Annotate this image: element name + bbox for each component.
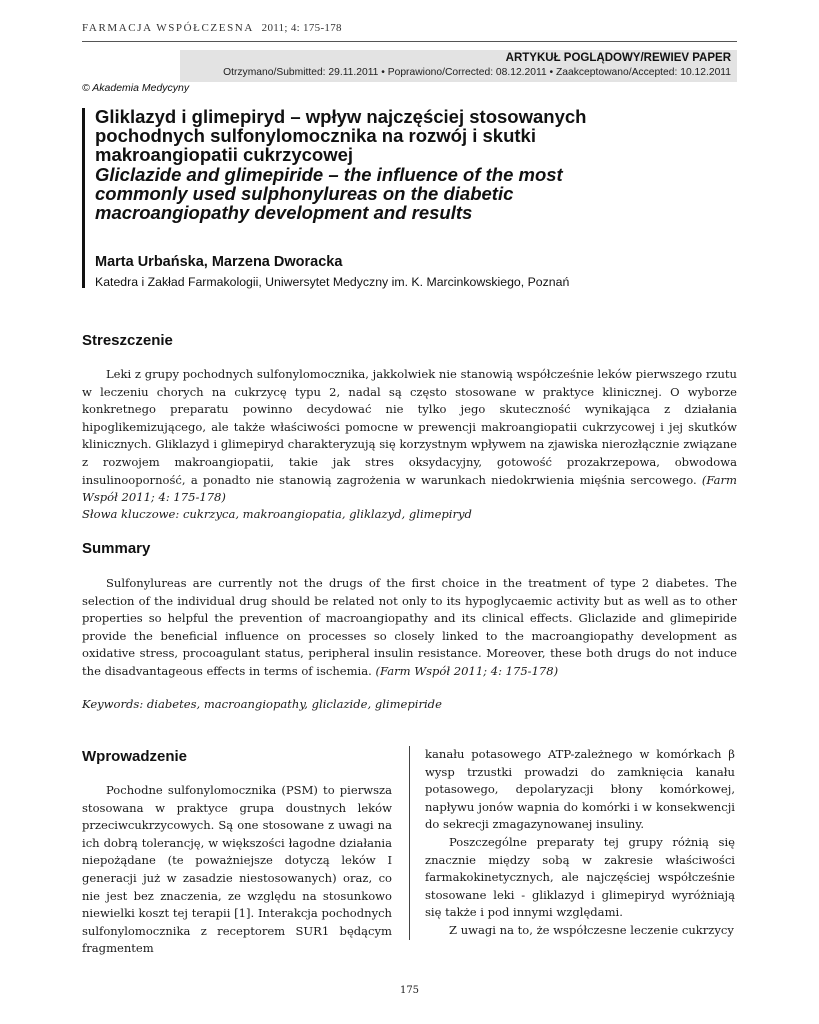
slowa-kluczowe: Słowa kluczowe: cukrzyca, makroangiopatia, gliklazyd, glimepiryd: [82, 507, 472, 521]
streszczenie-body: Leki z grupy pochodnych sulfonylomocznika, jakkolwiek nie stanowią współcześnie leków pierwszego rzutu w leczeniu chorych na cukrzycę typu 2, nadal są często stosowane w praktyce klinicznej. O wyborze konkretnego preparatu powinno decydować nie tylko jego skuteczność wynikająca z działania hipoglikemizującego, ale także właściwości pomocne w prewencji makroangiopatii cukrzycowej i jej skutków klinicznych. Gliklazyd i glimepiryd charakteryzują się korzystnym wpływem na zjawiska nierozłącznie związane z rozwojem makroangiopatii, takie jak stres oksydacyjny, gotowość prozakrzepowa, obwodowa insulinooporność, a ponadto nie stanowią zagrożenia w warunkach niedokrwienia mięśnia sercowego.: [82, 367, 737, 487]
intro-right-paragraph-2: Poszczególne preparaty tej grupy różnią się znacznie między sobą w zakresie właściwości farmakokinetycznych, ale najczęściej współcześnie stosowane leki - gliklazyd i glimepiryd wyróżniają się także i pod innymi względami.: [425, 835, 735, 920]
submission-dates: Otrzymano/Submitted: 29.11.2011 • Poprawiono/Corrected: 08.12.2011 • Zaakceptowano/Accepted: 10.12.2011: [223, 67, 731, 78]
intro-right-paragraph-3: Z uwagi na to, że współczesne leczenie cukrzycy: [449, 923, 734, 937]
affiliation: Katedra i Zakład Farmakologii, Uniwersytet Medyczny im. K. Marcinkowskiego, Poznań: [95, 275, 570, 289]
title-en-line: macroangiopathy development and results: [95, 202, 473, 223]
wprowadzenie-heading: Wprowadzenie: [82, 748, 188, 765]
title-pl-line: Gliklazyd i glimepiryd – wpływ najczęściej stosowanych: [95, 106, 587, 127]
title-pl-line: makroangiopatii cukrzycowej: [95, 144, 354, 165]
title-accent-bar: [82, 108, 85, 288]
authors: Marta Urbańska, Marzena Dworacka: [95, 254, 343, 270]
keywords: Keywords: diabetes, macroangiopathy, gliclazide, glimepiride: [82, 697, 442, 711]
intro-left-paragraph: Pochodne sulfonylomocznika (PSM) to pierwsza stosowana w praktyce grupa doustnych leków przeciwcukrzycowych. Są one stosowane z uwagi na ich dobrą tolerancję, w większości łagodne działania niepożądane (te poważniejsze dotyczą leków I generacji już w zasadzie niestosowanych) oraz, co nie jest bez znaczenia, ze względu na stosunkowo niewielki koszt tej terapii [1]. Interakcja pochodnych sulfonylomocznika z receptorem SUR1 będącym fragmentem: [82, 783, 392, 956]
journal-name: FARMACJA WSPÓŁCZESNA: [82, 22, 254, 34]
journal-header: [82, 22, 737, 34]
title-pl-line: pochodnych sulfonylomocznika na rozwój i skutki: [95, 125, 536, 146]
streszczenie-text: [82, 366, 737, 507]
journal-issue: 2011; 4: 175-178: [261, 22, 342, 34]
title-english: [95, 165, 735, 222]
summary-heading: Summary: [82, 540, 151, 557]
title-block: [95, 107, 735, 222]
summary-citation: (Farm Współ 2011; 4: 175-178): [375, 663, 559, 678]
title-en-line: commonly used sulphonylureas on the diabetic: [95, 183, 514, 204]
copyright-notice: © Akademia Medycyny: [82, 82, 190, 94]
article-info-box: [180, 50, 737, 82]
intro-right-paragraph-1: kanału potasowego ATP-zależnego w komórkach β wysp trzustki prowadzi do zamknięcia kanału potasowego, depolaryzacji błony komórkowej, napływu jonów wapnia do komórki i w konsekwencji do sekrecji zmagazynowanej insuliny.: [425, 747, 735, 832]
paper-type-label: ARTYKUŁ POGLĄDOWY/REWIEV PAPER: [505, 52, 731, 64]
page-number: 175: [399, 985, 420, 996]
streszczenie-citation: (Farm Współ 2011; 4: 175-178): [82, 472, 737, 505]
summary-text: [82, 575, 737, 681]
title-en-line: Gliclazide and glimepiride – the influence of the most: [95, 164, 563, 185]
column-divider: [409, 746, 410, 940]
title-polish: [95, 107, 735, 164]
streszczenie-heading: Streszczenie: [82, 332, 173, 349]
header-rule: [82, 41, 737, 42]
summary-body: Sulfonylureas are currently not the drugs of the first choice in the treatment of type 2 diabetes. The selection of the individual drug should be related not only to its hypoglycaemic activity but as well as to other properties so helpful the prevention of macroangiopathy and its clinical effects. Gliclazide and glimepiride provide the beneficial influence on processes so closely linked to the macroangiopathy development as oxidative stress, procoagulant status, peripheral insulin resistance. Moreover, these both drugs do not induce the disadvantageous effects in terms of ischemia.: [82, 576, 737, 678]
